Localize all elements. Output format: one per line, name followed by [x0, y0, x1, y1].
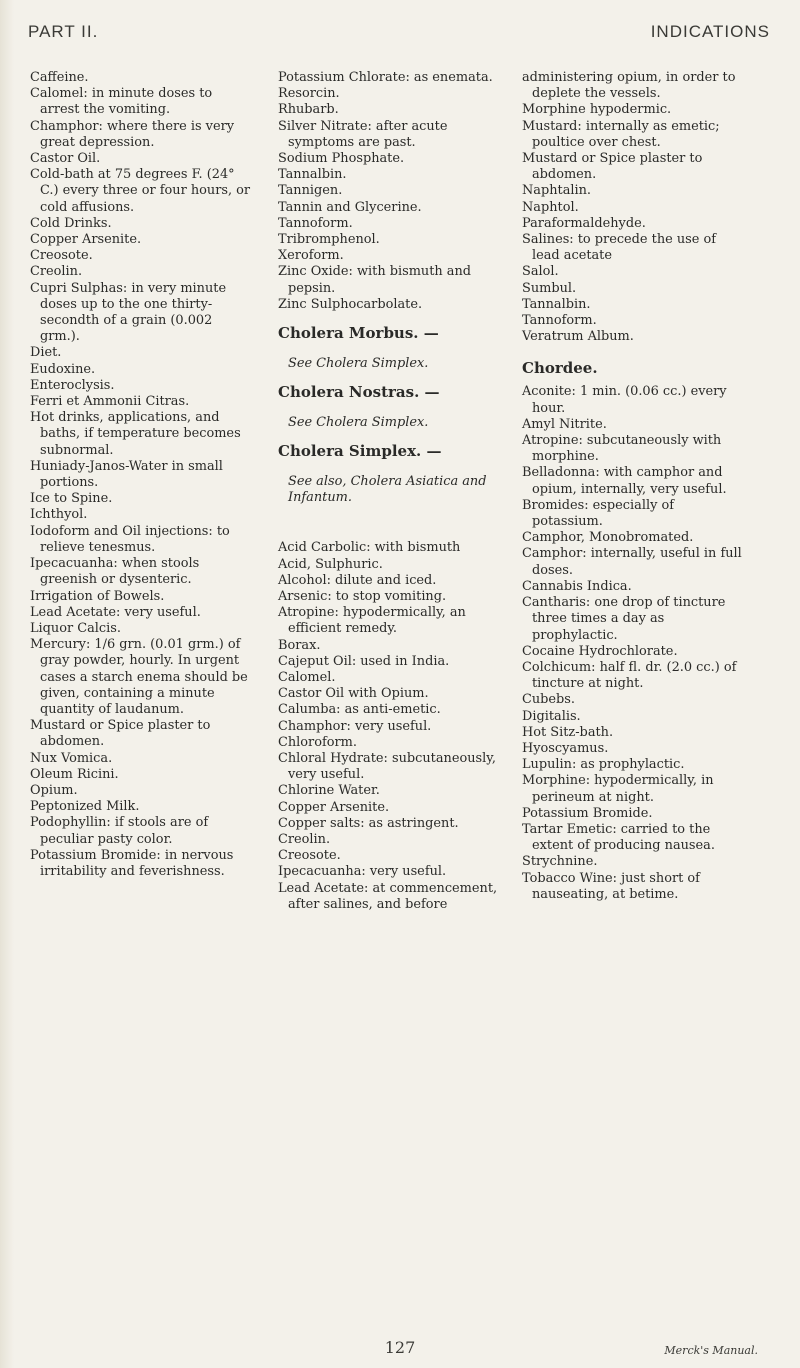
text-column-3	[522, 70, 747, 903]
remedy-entry: Ice to Spine.	[30, 491, 113, 507]
remedy-entry: Potassium Chlorate: as enemata.	[278, 70, 493, 85]
remedy-entry: Amyl Nitrite.	[522, 416, 607, 432]
remedy-entry: Tobacco Wine: just short of nauseating, at betime.	[522, 870, 700, 902]
remedy-entry: Chloral Hydrate: subcutaneously, very useful.	[278, 750, 496, 783]
remedy-entry: Potassium Bromide.	[522, 805, 653, 821]
remedy-entry: Peptonized Milk.	[30, 799, 140, 815]
remedy-entry: Castor Oil.	[30, 151, 101, 167]
remedy-entry: Tannigen.	[278, 183, 343, 199]
remedy-entry: Chlorine Water.	[278, 783, 380, 799]
remedy-entry: Champhor: where there is very great depression.	[30, 118, 235, 150]
remedy-entry: Zinc Oxide: with bismuth and pepsin.	[278, 264, 472, 296]
remedy-entry: Enteroclysis.	[30, 377, 115, 393]
remedy-entry: Salines: to precede the use of lead acetate	[522, 232, 717, 264]
remedy-entry: Acid Carbolic: with bismuth	[278, 540, 461, 556]
remedy-entry: Acid, Sulphuric.	[278, 556, 383, 572]
remedy-entry: Cold-bath at 75 degrees F. (24° C.) every three or four hours, or cold affusions.	[30, 167, 251, 215]
remedy-entry: Camphor: internally, useful in full doses.	[522, 546, 742, 578]
remedy-entry: Huniady-Janos-Water in small portions.	[30, 458, 223, 491]
remedy-entry: Mercury: 1/6 grn. (0.01 grm.) of gray powder, hourly. In urgent cases a starch enema should be given, containing a minute quantity of laudanum.	[30, 637, 248, 717]
see-reference: See Cholera Simplex.	[288, 415, 429, 431]
remedy-entry: Calomel.	[278, 669, 336, 685]
section-heading: Cholera Nostras. —	[278, 383, 440, 402]
remedy-entry: Copper Arsenite.	[278, 799, 390, 815]
remedy-entry: Atropine: hypodermically, an efficient remedy.	[278, 605, 466, 637]
remedy-entry: Veratrum Album.	[522, 329, 634, 345]
remedy-entry: Podophyllin: if stools are of peculiar pasty color.	[30, 815, 209, 847]
remedy-entry: Lupulin: as prophylactic.	[522, 757, 685, 773]
page-number: 127	[384, 1338, 416, 1357]
remedy-entry: Lead Acetate: very useful.	[30, 604, 201, 620]
remedy-entry: Ferri et Ammonii Citras.	[30, 394, 190, 410]
remedy-entry: Tribromphenol.	[278, 232, 380, 248]
remedy-entry: Oleum Ricini.	[30, 766, 119, 782]
remedy-entry: Digitalis.	[522, 708, 581, 724]
remedy-entry: Cantharis: one drop of tincture three times a day as prophylactic.	[522, 595, 726, 643]
remedy-entry: Xeroform.	[278, 248, 344, 264]
remedy-entry: Liquor Calcis.	[30, 620, 121, 636]
remedy-entry: Hot drinks, applications, and baths, if temperature becomes subnormal.	[30, 410, 241, 458]
remedy-entry: Iodoform and Oil injections: to relieve tenesmus.	[30, 523, 230, 555]
see-reference: See Cholera Simplex.	[288, 355, 429, 371]
remedy-entry: Eudoxine.	[30, 361, 96, 377]
remedy-entry: Zinc Sulphocarbolate.	[278, 296, 423, 312]
remedy-entry: Calumba: as anti-emetic.	[278, 702, 441, 718]
remedy-entry: Irrigation of Bowels.	[30, 588, 165, 604]
remedy-entry: Tannalbin.	[522, 296, 591, 312]
remedy-entry: Lead Acetate: at commencement, after salines, and before	[278, 880, 498, 912]
remedy-entry: Tannalbin.	[278, 167, 347, 183]
remedy-entry: Aconite: 1 min. (0.06 cc.) every hour.	[522, 384, 727, 416]
remedy-entry: Cubebs.	[522, 692, 576, 708]
remedy-entry: Rhubarb.	[278, 102, 339, 118]
remedy-entry: Potassium Bromide: in nervous irritability and feverishness.	[30, 847, 234, 879]
remedy-entry: Naphtol.	[522, 199, 579, 215]
remedy-entry: Alcohol: dilute and iced.	[278, 572, 437, 588]
remedy-entry: Paraformaldehyde.	[522, 215, 646, 231]
remedy-entry: Nux Vomica.	[30, 750, 113, 766]
remedy-entry: Creolin.	[30, 264, 83, 280]
remedy-entry: Cannabis Indica.	[522, 578, 632, 594]
remedy-entry: Morphine: hypodermically, in perineum at night.	[522, 773, 714, 805]
remedy-entry: Diet.	[30, 345, 62, 361]
remedy-entry: Calomel: in minute doses to arrest the vomiting.	[30, 86, 213, 118]
remedy-entry: Cold Drinks.	[30, 215, 112, 231]
remedy-entry: Borax.	[278, 637, 321, 653]
block-spacer	[278, 519, 503, 527]
section-heading: Cholera Simplex. —	[278, 442, 442, 461]
remedy-entry: Salol.	[522, 264, 559, 280]
remedy-entry: Arsenic: to stop vomiting.	[278, 588, 447, 604]
remedy-entry: Strychnine.	[522, 854, 598, 870]
remedy-entry: Tartar Emetic: carried to the extent of producing nausea.	[522, 821, 715, 854]
remedy-entry: Silver Nitrate: after acute symptoms are past.	[278, 118, 448, 150]
remedy-entry: Mustard: internally as emetic; poultice over chest.	[522, 118, 720, 150]
remedy-entry: Ipecacuanha: when stools greenish or dysenteric.	[30, 556, 200, 588]
remedy-entry: Colchicum: half fl. dr. (2.0 cc.) of tincture at night.	[522, 659, 737, 692]
section-heading: Cholera Morbus. —	[278, 324, 439, 343]
remedy-entry: Opium.	[30, 782, 78, 798]
remedy-entry: administering opium, in order to deplete the vessels.	[522, 70, 736, 102]
remedy-entry: Mustard or Spice plaster to abdomen.	[522, 151, 703, 183]
text-column-1	[30, 70, 255, 880]
running-header-part: PART II.	[28, 22, 99, 41]
remedy-entry: Cajeput Oil: used in India.	[278, 653, 450, 669]
remedy-entry: Copper Arsenite.	[30, 232, 142, 248]
remedy-entry: Copper salts: as astringent.	[278, 815, 459, 831]
see-reference: See also, Cholera Asiatica and Infantum.	[288, 474, 487, 506]
remedy-entry: Camphor, Monobromated.	[522, 530, 694, 546]
remedy-entry: Morphine hypodermic.	[522, 102, 672, 118]
remedy-entry: Resorcin.	[278, 86, 340, 102]
remedy-entry: Castor Oil with Opium.	[278, 686, 429, 702]
remedy-entry: Caffeine.	[30, 70, 89, 85]
remedy-entry: Tannin and Glycerine.	[278, 199, 422, 215]
remedy-entry: Atropine: subcutaneously with morphine.	[522, 433, 722, 465]
remedy-entry: Bromides: especially of potassium.	[522, 497, 674, 530]
remedy-entry: Hyoscyamus.	[522, 740, 609, 756]
remedy-entry: Champhor: very useful.	[278, 718, 432, 734]
remedy-entry: Sumbul.	[522, 280, 577, 296]
remedy-entry: Ipecacuanha: very useful.	[278, 864, 447, 880]
remedy-entry: Mustard or Spice plaster to abdomen.	[30, 718, 211, 750]
remedy-entry: Cupri Sulphas: in very minute doses up to the one thirty-secondth of a grain (0.002 grm.).	[30, 280, 227, 345]
remedy-entry: Belladonna: with camphor and opium, internally, very useful.	[522, 465, 727, 497]
remedy-entry: Creosote.	[278, 848, 341, 864]
remedy-entry: Creolin.	[278, 831, 331, 847]
footer-signature-mark: Merck's Manual.	[664, 1344, 758, 1357]
remedy-entry: Ichthyol.	[30, 507, 88, 523]
remedy-entry: Sodium Phosphate.	[278, 151, 405, 167]
remedy-entry: Chloroform.	[278, 734, 357, 750]
running-header-section: INDICATIONS	[650, 22, 770, 41]
remedy-entry: Creosote.	[30, 248, 93, 264]
page-fold-shadow	[0, 0, 14, 1368]
remedy-entry: Naphtalin.	[522, 183, 592, 199]
section-heading: Chordee.	[522, 359, 598, 378]
remedy-entry: Tannoform.	[278, 215, 353, 231]
text-column-2	[278, 70, 503, 913]
remedy-entry: Cocaine Hydrochlorate.	[522, 643, 678, 659]
remedy-entry: Hot Sitz-bath.	[522, 724, 614, 740]
remedy-entry: Tannoform.	[522, 313, 597, 329]
